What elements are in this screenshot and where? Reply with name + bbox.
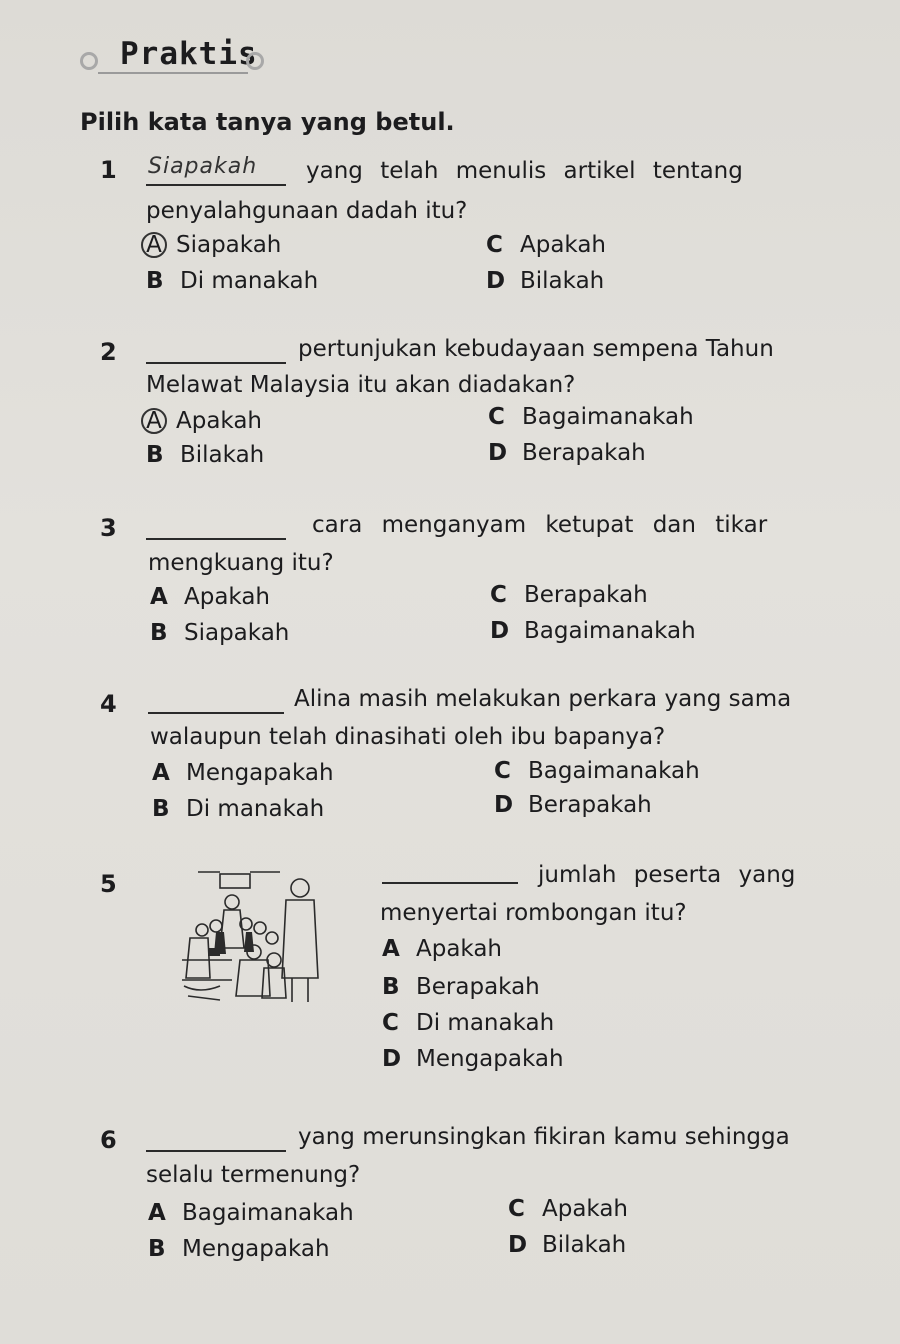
option-d[interactable]: D Berapakah: [494, 792, 652, 818]
question-text-line2: walaupun telah dinasihati oleh ibu bapanya?: [150, 724, 666, 750]
instruction-text: Pilih kata tanya yang betul.: [80, 108, 455, 136]
section-header: [78, 30, 278, 80]
question-number: 4: [100, 690, 117, 718]
option-b[interactable]: B Berapakah: [382, 974, 540, 1000]
option-b[interactable]: B Di manakah: [152, 796, 325, 822]
question-number: 3: [100, 514, 117, 542]
option-d[interactable]: D Berapakah: [488, 440, 646, 466]
option-c[interactable]: C Apakah: [508, 1196, 629, 1222]
answer-blank[interactable]: [146, 538, 286, 540]
section-title: Praktis: [120, 36, 258, 72]
option-b[interactable]: B Mengapakah: [148, 1236, 330, 1262]
option-b[interactable]: B Siapakah: [150, 620, 290, 646]
question-number: 2: [100, 338, 117, 366]
answer-blank[interactable]: [146, 362, 286, 364]
question-text-line2: mengkuang itu?: [148, 550, 334, 576]
circle-bullet-icon: [246, 52, 264, 70]
question-text-line1: pertunjukan kebudayaan sempena Tahun: [298, 336, 774, 362]
question-text-line1: yang telah menulis artikel tentang: [306, 158, 743, 184]
question-number: 1: [100, 156, 117, 184]
option-c[interactable]: C Di manakah: [382, 1010, 555, 1036]
circle-bullet-icon: [80, 52, 98, 70]
group-of-students-illustration: [180, 868, 340, 1008]
question-number: 5: [100, 870, 117, 898]
option-a[interactable]: A Apakah: [382, 936, 503, 962]
question-text-line1: jumlah peserta yang: [538, 862, 796, 888]
question-text-line1: cara menganyam ketupat dan tikar: [312, 512, 768, 538]
option-c[interactable]: C Bagaimanakah: [494, 758, 700, 784]
option-a[interactable]: A Apakah: [150, 584, 271, 610]
option-d[interactable]: D Bilakah: [508, 1232, 627, 1258]
option-c[interactable]: C Bagaimanakah: [488, 404, 694, 430]
question-text-line2: menyertai rombongan itu?: [380, 900, 687, 926]
question-number: 6: [100, 1126, 117, 1154]
question-text-line1: yang merunsingkan fikiran kamu sehingga: [298, 1124, 790, 1150]
option-a[interactable]: A Bagaimanakah: [148, 1200, 354, 1226]
question-text-line2: selalu termenung?: [146, 1162, 361, 1188]
option-d[interactable]: D Mengapakah: [382, 1046, 564, 1072]
option-c[interactable]: C Apakah: [486, 232, 607, 258]
title-underline: [98, 72, 248, 74]
option-d[interactable]: D Bilakah: [486, 268, 605, 294]
answer-blank[interactable]: [146, 1150, 286, 1152]
option-b[interactable]: B Di manakah: [146, 268, 319, 294]
answer-blank[interactable]: [146, 184, 286, 186]
option-a[interactable]: A Mengapakah: [152, 760, 334, 786]
option-d[interactable]: D Bagaimanakah: [490, 618, 696, 644]
question-text-line2: Melawat Malaysia itu akan diadakan?: [146, 372, 576, 398]
question-text-line1: Alina masih melakukan perkara yang sama: [294, 686, 792, 712]
question-text-line2: penyalahgunaan dadah itu?: [146, 198, 468, 224]
option-a[interactable]: A Siapakah: [144, 232, 281, 258]
option-c[interactable]: C Berapakah: [490, 582, 648, 608]
answer-blank[interactable]: [382, 882, 518, 884]
answer-blank[interactable]: [148, 712, 284, 714]
option-a[interactable]: A Apakah: [144, 408, 262, 434]
handwritten-answer: Siapakah: [148, 154, 258, 179]
circled-letter-a: A: [141, 408, 167, 434]
circled-letter-a: A: [141, 232, 167, 258]
option-b[interactable]: B Bilakah: [146, 442, 265, 468]
